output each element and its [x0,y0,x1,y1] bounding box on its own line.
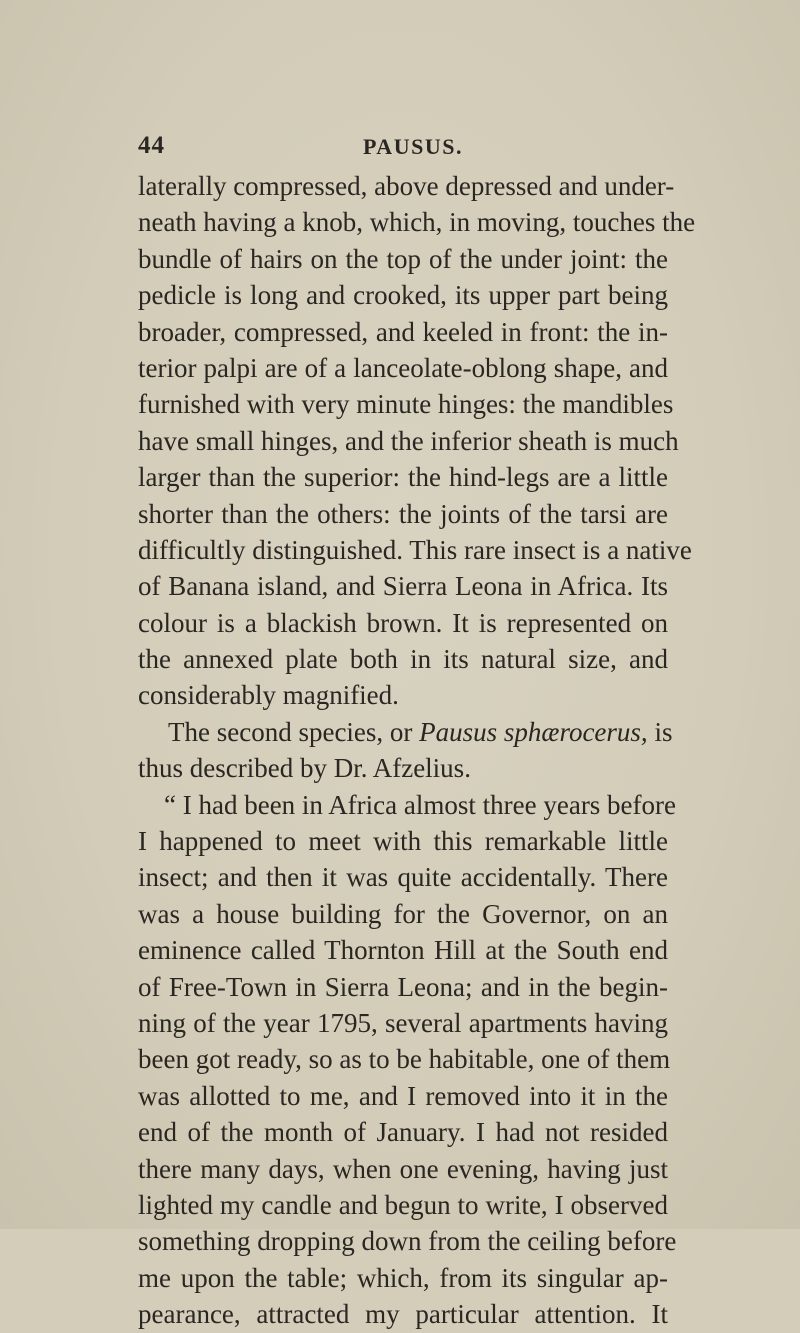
text-line: of Banana island, and Sierra Leona in Africa. Its [138,571,668,602]
text-line: something dropping down from the ceiling before [138,1226,677,1257]
text-line: pedicle is long and crooked, its upper part being [138,280,668,311]
species-name: Pausus sphærocerus, [419,716,648,747]
text-line: there many days, when one evening, having just [138,1153,668,1184]
text-line: ning of the year 1795, several apartments having [138,1007,668,1038]
text-line: I happened to meet with this remarkable little [138,826,668,857]
text-line: was allotted to me, and I removed into it in the [138,1080,668,1111]
text-line: broader, compressed, and keeled in front: the in- [138,316,668,347]
text-line: lighted my candle and begun to write, I observed [138,1189,668,1220]
text-line: furnished with very minute hinges: the mandibles [138,389,674,420]
text-line: was a house building for the Governor, on an [138,898,668,929]
species-intro-text: The second species, or [168,716,420,747]
quote-start-line: “ I had been in Africa almost three years before [164,789,677,820]
text-line: eminence called Thornton Hill at the South end [138,935,668,966]
page-number: 44 [138,132,165,159]
text-line: insect; and then it was quite accidentally. There [138,862,668,893]
text-line: larger than the superior: the hind-legs are a little [138,462,668,493]
text-line: me upon the table; which, from its singular ap- [138,1262,668,1293]
text-line: of Free-Town in Sierra Leona; and in the begin- [138,971,668,1002]
text-line: have small hinges, and the inferior sheath is much [138,425,679,456]
body-text [138,168,696,1333]
text-line: laterally compressed, above depressed and under- [138,171,675,201]
text-line: colour is a blackish brown. It is represented on [138,607,668,638]
running-head [138,132,666,166]
text-line: bundle of hairs on the top of the under joint: the [138,243,668,274]
text-line: shorter than the others: the joints of the tarsi are [138,498,668,529]
text-line: terior palpi are of a lanceolate-oblong shape, and [138,352,668,383]
paragraph-end-line: considerably magnified. [138,680,399,711]
text-line-with-species-name [138,714,673,750]
species-trailing-text: is [647,716,673,747]
text-line: neath having a knob, which, in moving, touches the [138,207,696,238]
text-line: pearance, attracted my particular attention. It [138,1299,668,1330]
text-line: the annexed plate both in its natural size, and [138,644,668,675]
running-title: PAUSUS. [363,134,463,159]
text-line: been got ready, so as to be habitable, one of them [138,1044,671,1075]
text-line: difficultly distinguished. This rare insect is a native [138,534,692,565]
paragraph-end-line: thus described by Dr. Afzelius. [138,753,471,784]
text-line: end of the month of January. I had not resided [138,1117,668,1148]
